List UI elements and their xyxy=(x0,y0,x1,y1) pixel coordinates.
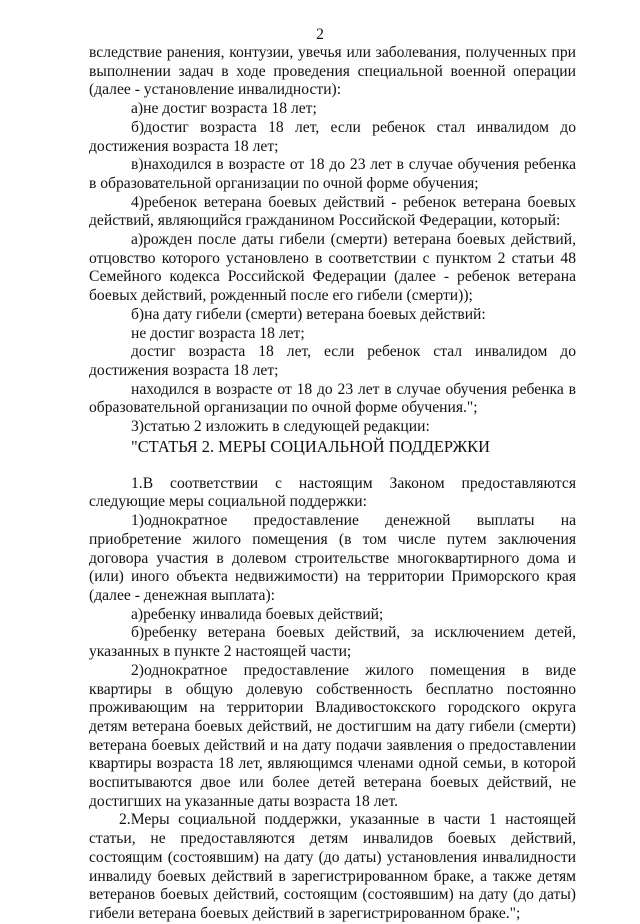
article-part-2: 2.Меры социальной поддержки, указанные в части 1 настоящей статьи, не предоставляются детям инвалидов боевых действий, состоящим (состоявшим) на дату (до даты) установления инвалидности инвалиду боевых действий в зарегистрированном браке, а также детям ветеранов боевых действий, состоящим (состоявшим) на дату (до даты) гибели ветерана боевых действий в зарегистрированном браке."; xyxy=(89,811,576,922)
page-number: 2 xyxy=(316,26,324,43)
list-item-c: в)находился в возрасте от 18 до 23 лет в случае обучения ребенка в образовательной организации по очной форме обучения; xyxy=(89,156,576,192)
spacer xyxy=(89,457,576,475)
measure-item-1: 1)однократное предоставление денежной выплаты на приобретение жилого помещения (в том числе путем заключения договора участия в долевом строительстве многоквартирного дома и (или) иного объекта недвижимости) на территории Приморского края (далее - денежная выплата): xyxy=(89,512,576,604)
article-heading: "СТАТЬЯ 2. МЕРЫ СОЦИАЛЬНОЙ ПОДДЕРЖКИ xyxy=(131,436,490,456)
list-item-a: а)рожден после даты гибели (смерти) ветерана боевых действий, отцовство которого установлено в соответствии с пунктом 2 статьи 48 Семейного кодекса Российской Федерации (далее - ребенок ветерана боевых действий, рожденный после его гибели (смерти)); xyxy=(89,231,576,305)
paragraph-continuation: вследствие ранения, контузии, увечья или заболевания, полученных при выполнении задач в ходе проведения специальной военной операции (далее - установление инвалидности): xyxy=(89,44,576,99)
sub-item: достиг возраста 18 лет, если ребенок стал инвалидом до достижения возраста 18 лет; xyxy=(89,343,576,379)
list-item-a: а)ребенку инвалида боевых действий; xyxy=(131,605,384,623)
amendment-item-3: 3)статью 2 изложить в следующей редакции: xyxy=(131,418,430,436)
list-item-b: б)ребенку ветерана боевых действий, за исключением детей, указанных в пункте 2 настоящей части; xyxy=(89,624,576,661)
document-body xyxy=(89,44,576,924)
definition-item-4: 4)ребенок ветерана боевых действий - ребенок ветерана боевых действий, являющийся гражданином Российской Федерации, который: xyxy=(89,193,576,230)
list-item-b: б)на дату гибели (смерти) ветерана боевых действий: xyxy=(131,305,486,323)
measure-item-2: 2)однократное предоставление жилого помещения в виде квартиры в общую долевую собственность бесплатно постоянно проживающим на территории Владивостокского городского округа детям ветерана боевых действий, не достигшим на дату гибели (смерти) ветерана боевых действий и на дату подачи заявления о предоставлении квартиры возраста 18 лет, являющимся членами одной семьи, в которой воспитываются двое или более детей ветерана боевых действий, не достигших на указанные даты возраста 18 лет. xyxy=(89,661,576,810)
sub-item: не достиг возраста 18 лет; xyxy=(131,324,305,342)
sub-item: находился в возрасте от 18 до 23 лет в случае обучения ребенка в образовательной организации по очной форме обучения."; xyxy=(89,380,576,417)
article-part-1: 1.В соответствии с настоящим Законом предоставляются следующие меры социальной поддержки: xyxy=(89,474,576,511)
list-item-b: б)достиг возраста 18 лет, если ребенок стал инвалидом до достижения возраста 18 лет; xyxy=(89,118,576,155)
list-item-a: а)не достиг возраста 18 лет; xyxy=(131,100,317,118)
